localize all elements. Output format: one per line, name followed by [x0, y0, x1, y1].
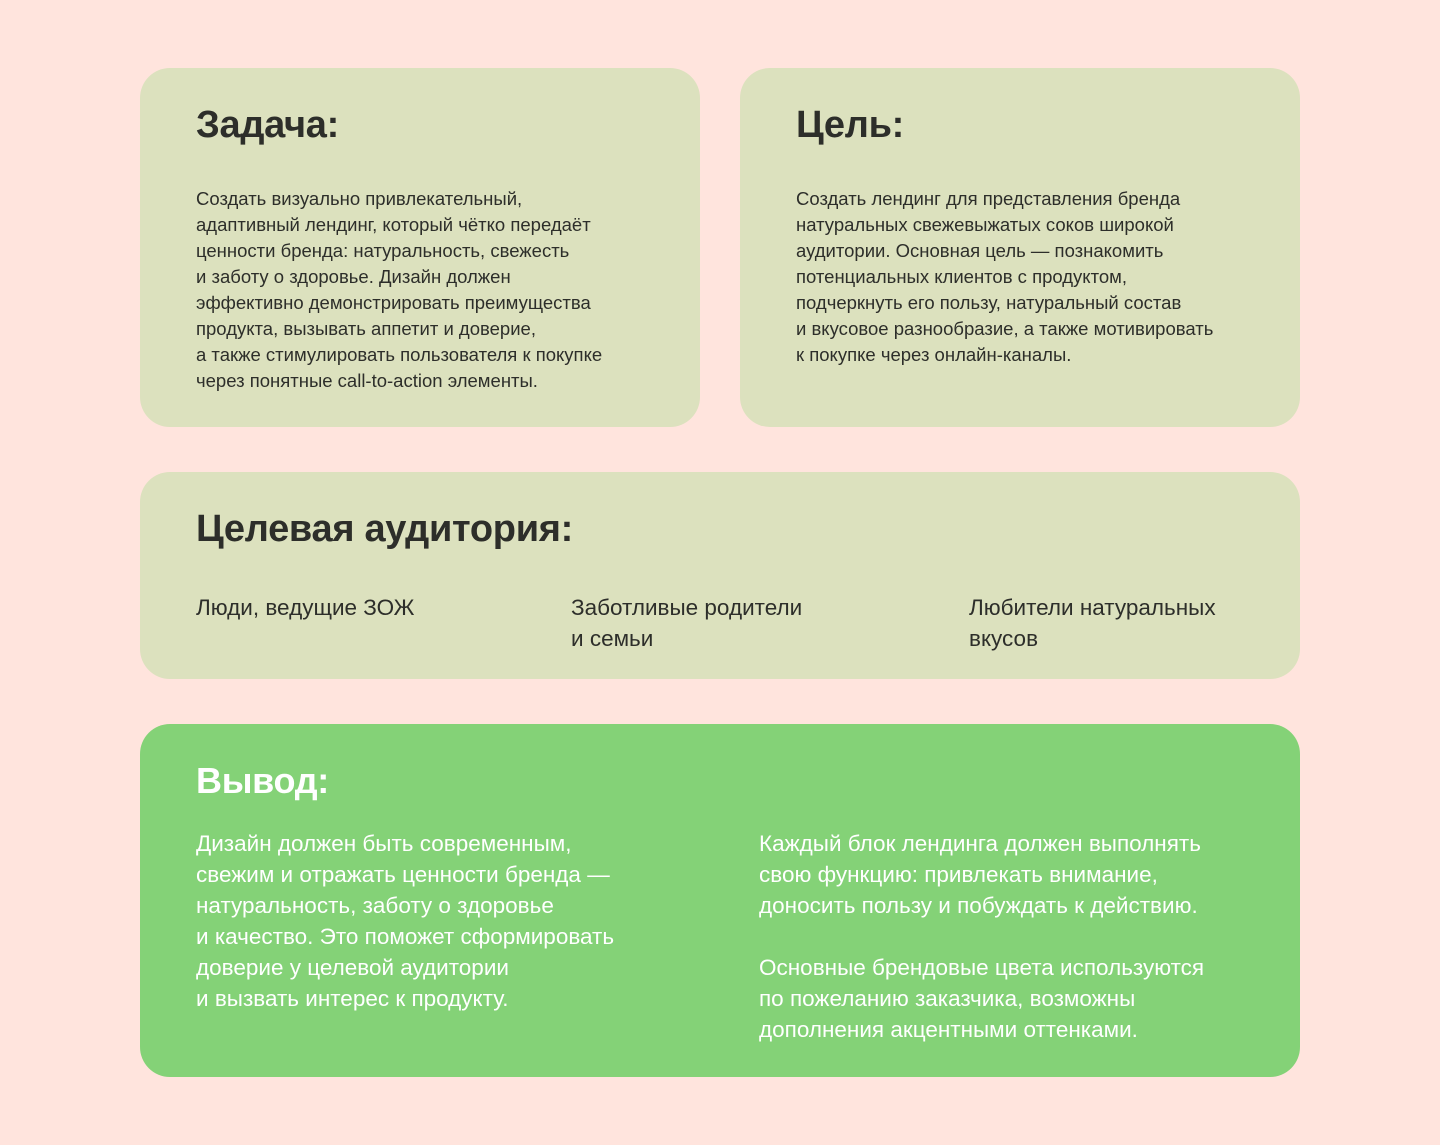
conclusion-right-column — [759, 828, 1279, 1045]
task-card — [140, 68, 700, 427]
task-text: Создать визуально привлекательный, адаптивный лендинг, который чётко передаёт ценности бренда: натуральность, свежесть и заботу о здоровье. Дизайн должен эффективно демонстрировать преимущества продукта, вызывать аппетит и доверие, а также стимулировать пользователя к покупке через понятные call-to-action элементы. — [196, 188, 603, 391]
audience-group: Люди, ведущие ЗОЖ — [196, 595, 415, 620]
task-title: Задача: — [196, 104, 339, 146]
audience-groups — [196, 592, 1244, 672]
goal-text: Создать лендинг для представления бренда натуральных свежевыжатых соков широкой аудитории. Основная цель — познакомить потенциальных клиентов с продуктом, подчеркнуть его пользу, натуральный состав и вкусовое разнообразие, а также мотивировать к покупке через онлайн-каналы. — [796, 188, 1214, 365]
audience-group: Заботливые родители и семьи — [571, 595, 803, 651]
audience-title: Целевая аудитория: — [196, 508, 573, 550]
conclusion-card — [140, 724, 1300, 1077]
conclusion-right-text-2: Основные брендовые цвета используются по пожеланию заказчика, возможны дополнения акцентными оттенками. — [759, 955, 1205, 1042]
audience-card — [140, 472, 1300, 679]
conclusion-left-column — [196, 828, 716, 1014]
goal-title: Цель: — [796, 104, 905, 146]
conclusion-right-text-1: Каждый блок лендинга должен выполнять свою функцию: привлекать внимание, доносить пользу и побуждать к действию. — [759, 831, 1201, 918]
audience-group: Любители натуральных вкусов — [969, 595, 1216, 651]
conclusion-title: Вывод: — [196, 760, 329, 801]
goal-card — [740, 68, 1300, 427]
conclusion-left-text: Дизайн должен быть современным, свежим и отражать ценности бренда — натуральность, заботу о здоровье и качество. Это поможет сформировать доверие у целевой аудитории и вызвать интерес к продукту. — [196, 831, 615, 1011]
